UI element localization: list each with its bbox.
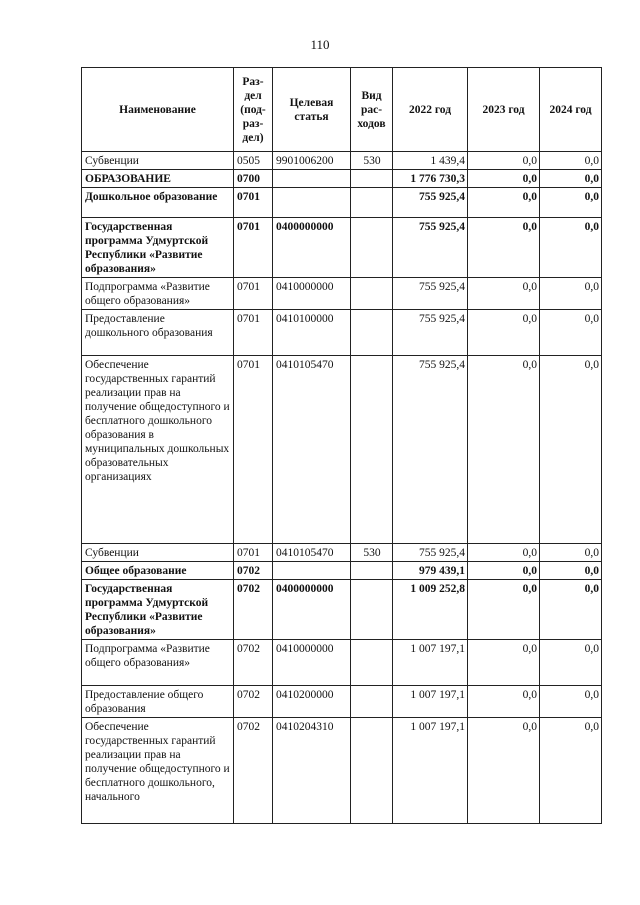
header-expense-type: Вид рас-ходов [351,68,393,152]
cell-name: Субвенции [82,152,234,170]
cell-2022: 755 925,4 [393,218,468,278]
cell-2024: 0,0 [540,718,602,824]
cell-name: Предоставление дошкольного образования [82,310,234,356]
cell-name: Подпрограмма «Развитие общего образования» [82,640,234,686]
cell-2022: 755 925,4 [393,278,468,310]
cell-2023: 0,0 [468,640,540,686]
header-2024: 2024 год [540,68,602,152]
cell-target: 0410000000 [273,278,351,310]
header-section: Раз-дел (под-раз-дел) [234,68,273,152]
table-row [82,544,602,562]
cell-2023: 0,0 [468,170,540,188]
cell-2023: 0,0 [468,562,540,580]
header-2023: 2023 год [468,68,540,152]
header-name: Наименование [82,68,234,152]
table-row [82,718,602,824]
table-row [82,278,602,310]
table-row [82,356,602,544]
cell-2024: 0,0 [540,152,602,170]
table-row [82,640,602,686]
cell-2022: 755 925,4 [393,310,468,356]
cell-name: Государственная программа Удмуртской Республики «Развитие образования» [82,580,234,640]
cell-2023: 0,0 [468,718,540,824]
cell-section: 0701 [234,278,273,310]
cell-2024: 0,0 [540,218,602,278]
cell-expense-type [351,356,393,544]
cell-name: Подпрограмма «Развитие общего образования» [82,278,234,310]
cell-2024: 0,0 [540,686,602,718]
cell-target: 0410000000 [273,640,351,686]
table-row [82,152,602,170]
cell-name: Дошкольное образование [82,188,234,218]
cell-2024: 0,0 [540,278,602,310]
cell-2023: 0,0 [468,152,540,170]
cell-2023: 0,0 [468,686,540,718]
cell-2023: 0,0 [468,188,540,218]
cell-target [273,562,351,580]
cell-target: 0410204310 [273,718,351,824]
table-row [82,188,602,218]
cell-2023: 0,0 [468,580,540,640]
cell-section: 0702 [234,718,273,824]
cell-expense-type [351,718,393,824]
cell-2022: 755 925,4 [393,356,468,544]
cell-target: 0410200000 [273,686,351,718]
cell-target: 0410100000 [273,310,351,356]
cell-2024: 0,0 [540,562,602,580]
cell-section: 0701 [234,310,273,356]
cell-2023: 0,0 [468,278,540,310]
cell-2022: 1 009 252,8 [393,580,468,640]
cell-expense-type [351,686,393,718]
cell-name: ОБРАЗОВАНИЕ [82,170,234,188]
table-row [82,580,602,640]
table-row [82,310,602,356]
cell-2024: 0,0 [540,544,602,562]
cell-expense-type: 530 [351,152,393,170]
table-row [82,170,602,188]
cell-expense-type [351,218,393,278]
cell-2023: 0,0 [468,218,540,278]
cell-target [273,170,351,188]
cell-expense-type [351,580,393,640]
table-header-row [82,68,602,152]
cell-section: 0702 [234,580,273,640]
cell-2024: 0,0 [540,640,602,686]
cell-section: 0702 [234,640,273,686]
cell-2024: 0,0 [540,170,602,188]
cell-section: 0505 [234,152,273,170]
cell-expense-type: 530 [351,544,393,562]
cell-target: 9901006200 [273,152,351,170]
table-row [82,686,602,718]
cell-section: 0701 [234,188,273,218]
cell-2024: 0,0 [540,580,602,640]
cell-2023: 0,0 [468,356,540,544]
cell-2022: 979 439,1 [393,562,468,580]
cell-expense-type [351,310,393,356]
cell-2022: 1 007 197,1 [393,640,468,686]
cell-expense-type [351,562,393,580]
cell-2023: 0,0 [468,310,540,356]
cell-section: 0701 [234,544,273,562]
cell-name: Субвенции [82,544,234,562]
cell-target: 0400000000 [273,218,351,278]
cell-2024: 0,0 [540,188,602,218]
cell-name: Государственная программа Удмуртской Республики «Развитие образования» [82,218,234,278]
cell-target [273,188,351,218]
cell-expense-type [351,278,393,310]
cell-expense-type [351,170,393,188]
cell-section: 0700 [234,170,273,188]
cell-2022: 1 776 730,3 [393,170,468,188]
header-target: Целевая статья [273,68,351,152]
cell-2022: 1 007 197,1 [393,686,468,718]
cell-2022: 1 007 197,1 [393,718,468,824]
cell-section: 0701 [234,356,273,544]
cell-name: Обеспечение государственных гарантий реализации прав на получение общедоступного и бесплатного дошкольного, начального [82,718,234,824]
cell-target: 0410105470 [273,356,351,544]
cell-expense-type [351,640,393,686]
cell-name: Предоставление общего образования [82,686,234,718]
cell-section: 0701 [234,218,273,278]
cell-target: 0400000000 [273,580,351,640]
cell-2024: 0,0 [540,356,602,544]
cell-name: Обеспечение государственных гарантий реализации прав на получение общедоступного и бесплатного дошкольного образования в муниципальных дошкольных образовательных организациях [82,356,234,544]
page-number: 110 [310,37,330,52]
cell-name: Общее образование [82,562,234,580]
budget-table [81,67,602,824]
cell-2024: 0,0 [540,310,602,356]
cell-2022: 755 925,4 [393,544,468,562]
table-row [82,218,602,278]
cell-section: 0702 [234,686,273,718]
cell-target: 0410105470 [273,544,351,562]
cell-expense-type [351,188,393,218]
cell-2022: 1 439,4 [393,152,468,170]
cell-section: 0702 [234,562,273,580]
table-row [82,562,602,580]
cell-2022: 755 925,4 [393,188,468,218]
header-2022: 2022 год [393,68,468,152]
cell-2023: 0,0 [468,544,540,562]
